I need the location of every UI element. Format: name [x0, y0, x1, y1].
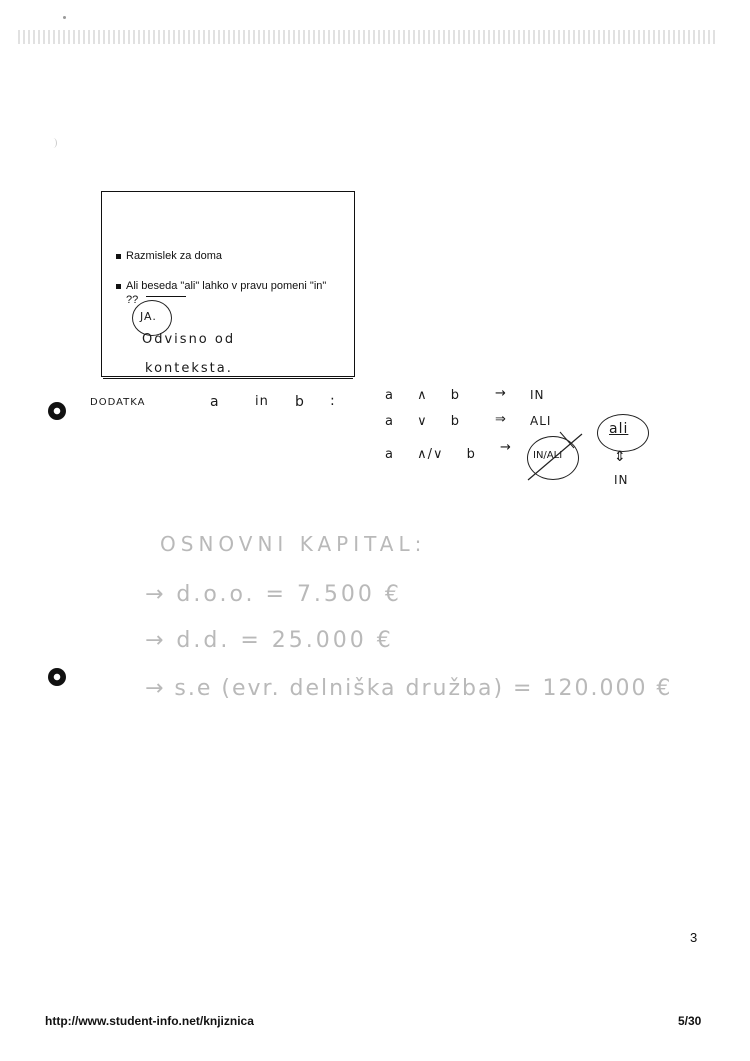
slide-box: [101, 191, 355, 377]
handwritten-dodatka: DODATKA: [90, 397, 146, 408]
page-number: 3: [690, 930, 698, 945]
hole-punch-icon: [48, 668, 66, 686]
logic-arrow-1: →: [495, 386, 507, 401]
logic-arrow-2: ⇒: [495, 412, 507, 427]
bullet-square-icon: [116, 254, 121, 259]
logic-left-1: a ∧ b: [385, 388, 460, 403]
slide-bullet-1: Razmislek za doma: [116, 250, 222, 263]
slide-bullet-2-cont: ??: [126, 294, 139, 306]
handwritten-in-result: IN: [614, 473, 629, 487]
faint-line-2: → d.d. = 25.000 €: [145, 628, 394, 653]
handwritten-colon: :: [330, 393, 336, 409]
underline-mark: [146, 296, 186, 297]
handwritten-in: in: [255, 394, 269, 409]
logic-left-3: a ∧/∨ b: [385, 447, 476, 462]
logic-right-3: IN/ALI: [533, 450, 563, 461]
faint-line-1: → d.o.o. = 7.500 €: [145, 582, 402, 607]
scan-speck: [50, 138, 57, 148]
equivalence-arrow-icon: ⇕: [614, 449, 627, 465]
bullet-square-icon: [116, 284, 121, 289]
logic-left-2: a ∨ b: [385, 414, 460, 429]
slide-bottom-rule: [103, 378, 353, 379]
handwritten-konteksta: konteksta.: [145, 361, 233, 376]
strike-through-mark: [520, 428, 590, 486]
logic-arrow-3: →: [500, 440, 512, 455]
faint-heading: OSNOVNI KAPITAL:: [160, 532, 427, 556]
handwritten-ali: ali: [609, 421, 629, 437]
handwritten-b: b: [295, 394, 305, 410]
handwritten-a: a: [210, 394, 220, 410]
footer-url: http://www.student-info.net/knjiznica: [45, 1014, 254, 1028]
slide-bullet-2: Ali beseda "ali" lahko v pravu pomeni "in": [116, 280, 346, 293]
handwritten-ja: JA.: [140, 310, 157, 323]
hole-punch-icon: [48, 402, 66, 420]
logic-right-1: IN: [530, 388, 545, 402]
scan-speck: [63, 16, 66, 19]
handwritten-odvisno: Odvisno od: [142, 332, 236, 347]
logic-right-2: ALI: [530, 414, 552, 428]
footer-page-count: 5/30: [678, 1014, 702, 1028]
faint-line-3: → s.e (evr. delniška družba) = 120.000 €: [145, 676, 673, 701]
scan-artifact-line: [18, 30, 718, 44]
